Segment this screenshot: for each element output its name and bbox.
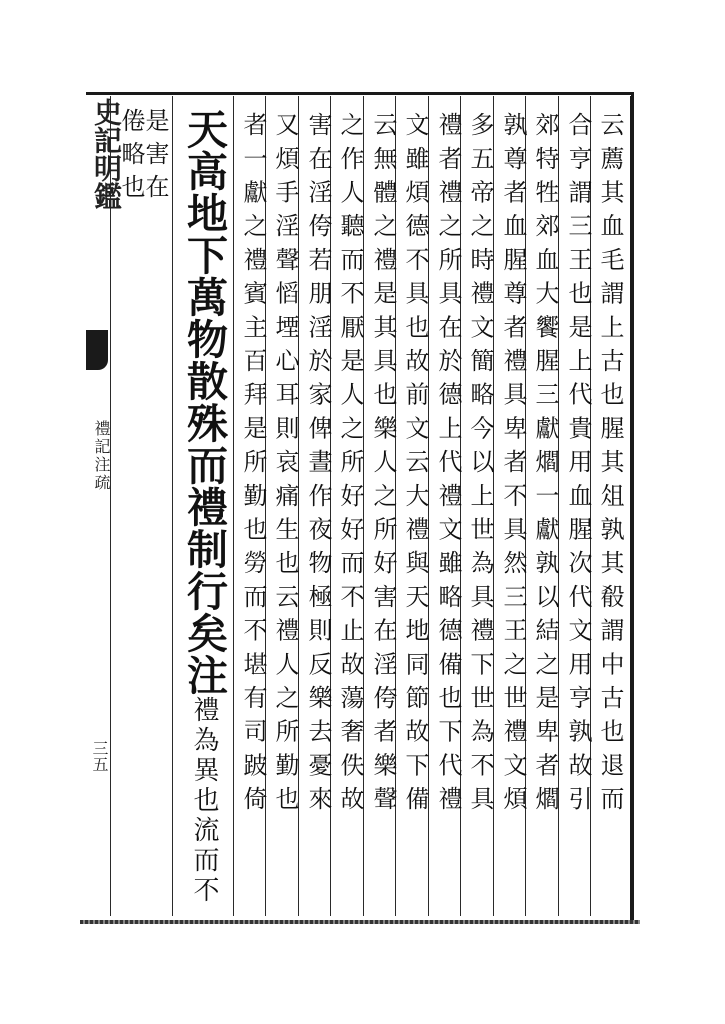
- text-column: 又煩手淫聲慆堙心耳則哀痛生也云禮人之所勤也: [271, 112, 299, 820]
- main-text-large: 天高地下萬物散殊而禮制行矣注: [180, 108, 228, 696]
- column-rule: [172, 96, 173, 916]
- book-title: 禮記注疏: [92, 420, 111, 492]
- text-column: 害在淫侉若朋淫於家俾晝作夜物極則反樂去憂來: [304, 112, 332, 820]
- right-border: [630, 96, 634, 920]
- text-column: 之作人聽而不厭是人之所好好而不止故蕩奢佚故: [336, 112, 364, 820]
- text-column: 者一獻之禮賓主百拜是所勤也勞而不堪有司跛倚: [239, 112, 267, 820]
- text-column: 合亨謂三王也是上代貴用血腥次代文用亨孰故引: [564, 112, 592, 820]
- main-text-column: [175, 108, 234, 906]
- column-rule: [110, 96, 111, 916]
- text-column: 云薦其血毛謂上古也腥其俎孰其殽謂中古也退而: [596, 112, 624, 820]
- text-column: 多五帝之時禮文簡略今以上世為具禮下世為不具: [466, 112, 494, 820]
- text-column: 禮者禮之所具在於德上代禮文雖略德備也下代禮: [434, 112, 462, 820]
- main-text-small: 禮為異也流而不: [189, 696, 219, 906]
- bottom-border: [80, 920, 640, 924]
- text-column: 云無體之禮是其具也樂人之所好害在淫侉者樂聲: [369, 112, 397, 820]
- margin-tab-mark: [86, 330, 108, 370]
- page-number: 三五: [90, 740, 109, 772]
- text-column: 文雖煩德不具也故前文云大禮與天地同節故下備: [401, 112, 429, 820]
- text-column: 倦略也: [117, 108, 145, 207]
- spine-title: 史記明鑑: [90, 98, 123, 210]
- text-column: 是害在: [141, 108, 169, 207]
- text-column: 郊特牲郊血大饗腥三獻爓一獻孰以結之是卑者爓: [531, 112, 559, 820]
- text-column: 孰尊者血腥尊者禮具卑者不具然三王之世禮文煩: [499, 112, 527, 820]
